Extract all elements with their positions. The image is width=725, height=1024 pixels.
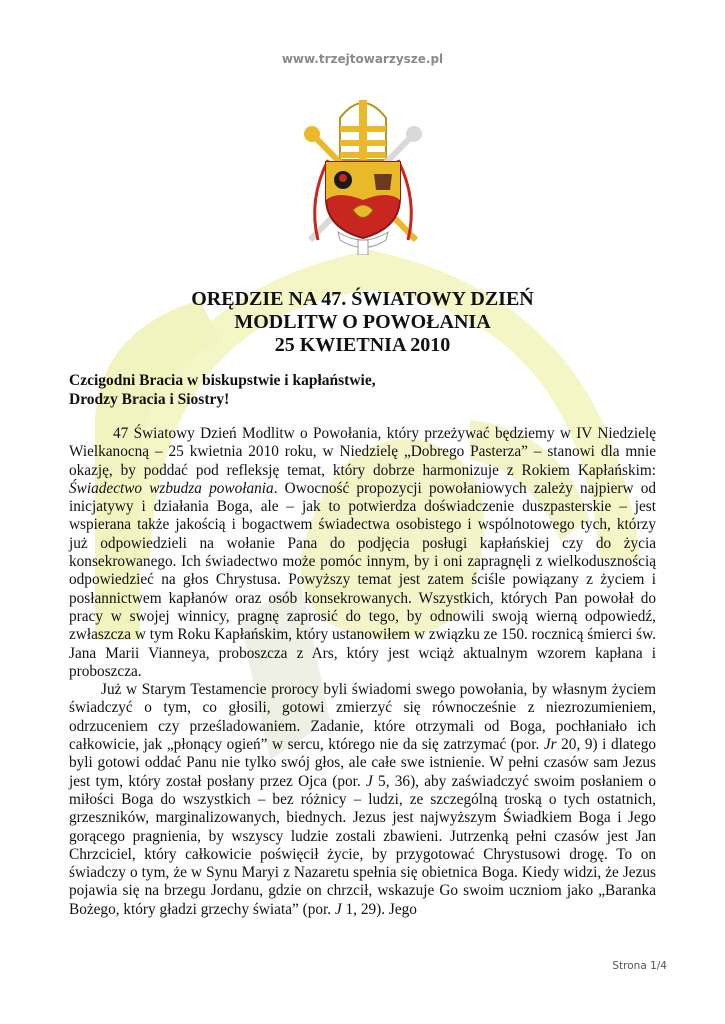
text-run: 20, 9) i dlatego byli gotowi oddać Panu nie tylko swój głos, ale całe swe istnienie. W pełni czasów sam Jezus jest tym, który został posłany przez Ojca (por. <box>69 736 656 790</box>
salutation-line: Czcigodni Bracia w biskupstwie i kapłaństwie, <box>69 372 376 389</box>
salutation <box>69 371 659 409</box>
title-line: ORĘDZIE NA 47. ŚWIATOWY DZIEŃ <box>191 288 534 310</box>
bible-reference: J <box>334 900 342 918</box>
bible-reference: Jr <box>543 736 557 754</box>
document-body <box>69 425 656 919</box>
title-line: MODLITW O POWOŁANIA <box>234 311 491 333</box>
bible-reference: J <box>365 772 373 790</box>
header-website: www.trzejtowarzysze.pl <box>281 52 444 66</box>
title-line: 25 KWIETNIA 2010 <box>274 334 451 356</box>
text-run: . Owocność propozycji powołaniowych zależy najpierw od inicjatywy i działania Boga, ale – jak to potwierdza doświadczenie duszpasterskie – jest wspierana także jakością i bogactwem świadectwa osobistego i wspólnotowego tych, którzy już odpowiedzieli na wołanie Pana do podjęcia posługi kapłańskiej czy do życia konsekrowanego. Ich świadectwo może pomóc innym, by i oni zapragnęli z wielkodusznością odpowiedzieć na głos Chrystusa. Powyższy temat jest zatem ściśle powiązany z życiem i posłannictwem kapłanów oraz osób konsekrowanych. Wszystkich, których Pan powołał do pracy w swojej winnicy, pragnę zaprosić do tego, by odnowili swoją wierną odpowiedź, zwłaszcza w tym Roku Kapłańskim, który ustanowiłem w związku ze 150. rocznicą śmierci św. Jana Marii Vianneya, proboszcza z Ars, który jest wciąż aktualnym wzorem kapłana i proboszcza. <box>69 479 656 680</box>
text-run: 5, 36), aby zaświadczyć swoim posłaniem o miłości Boga do wszystkich – bez różnicy – ludzi, ze szczególną troską o tych ostatnich, grzeszników, marginalizowanych, biednych. Jezus jest najwyższym Świadkiem Boga i Jego gorącego pragnienia, by wszyscy ludzie zostali zbawieni. Jutrzenką pełni czasów jest Jan Chrzciciel, który całkowicie poświęcił życie, by przygotować Chrystusowi drogę. To on świadczy o tym, że w Synu Maryi z Nazaretu spełnia się obietnica Boga. Kiedy widzi, że Jezus pojawia się na brzegu Jordanu, gdzie on chrzcił, wskazuje Go swoim uczniom jako „Baranka Bożego, który gładzi grzechy świata” (por. <box>69 772 656 918</box>
page-number: Strona 1/4 <box>612 960 667 972</box>
papal-coat-of-arms-icon <box>298 90 428 255</box>
italic-theme: Świadectwo wzbudza powołania <box>69 479 274 497</box>
document-title <box>0 288 725 357</box>
body-paragraph <box>69 425 656 681</box>
text-run: 1, 29). Jego <box>341 900 417 918</box>
body-paragraph <box>69 681 656 919</box>
salutation-line: Drodzy Bracia i Siostry! <box>69 391 230 408</box>
text-run: Już w Starym Testamencie prorocy byli świadomi swego powołania, by własnym życiem świadczyć o tym, co głosili, gotowi zmierzyć się równocześnie z niezrozumieniem, odrzuceniem czy prześladowaniem. Zadanie, które otrzymali od Boga, pochłaniało ich całkowicie, jak „płonący ogień” w sercu, którego nie da się zatrzymać (por. <box>69 681 656 754</box>
text-run: 47 Światowy Dzień Modlitw o Powołania, który przeżywać będziemy w IV Niedzielę Wielkanocną – 25 kwietnia 2010 roku, w Niedzielę „Dobrego Pasterza” – stanowi dla mnie okazję, by poddać pod refleksję temat, który dobrze harmonizuje z Rokiem Kapłańskim: <box>69 425 656 479</box>
